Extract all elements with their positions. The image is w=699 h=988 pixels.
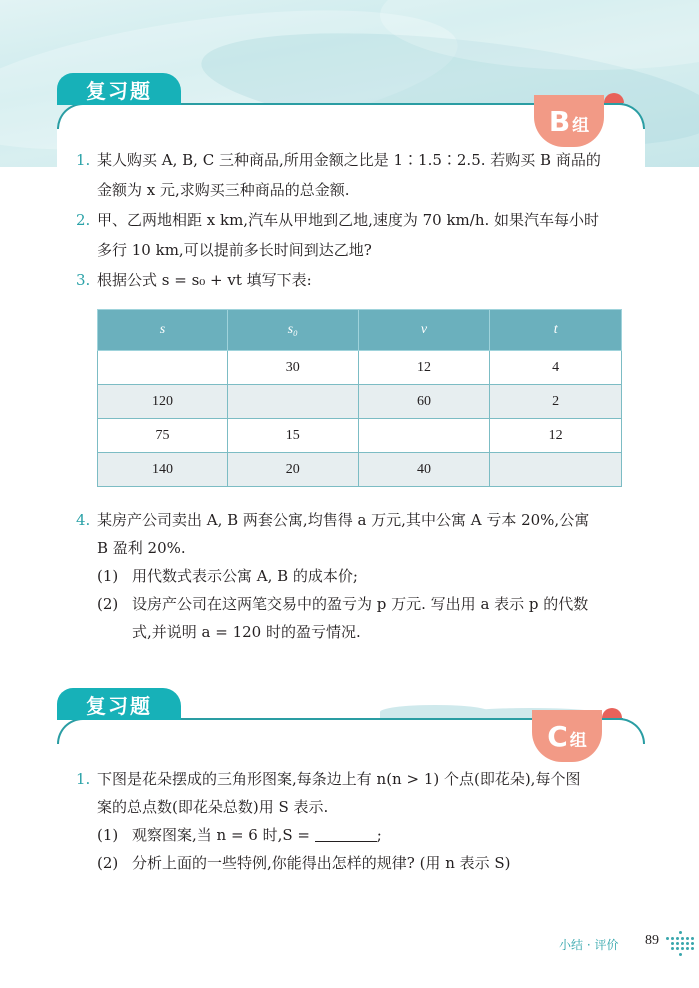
section-c-tab-label: 复习题 [86,693,152,718]
footer-section-label: 小结 · 评价 [559,938,619,952]
question-number: 4. [76,511,91,529]
question-number: 3. [76,271,91,289]
question-text: 金额为 x 元,求购买三种商品的总金额. [97,181,350,199]
group-letter: B [548,104,571,138]
table-cell [490,453,622,487]
group-letter: C [547,719,568,753]
subpart-label: (1) [97,567,119,585]
question-text: 某人购买 A, B, C 三种商品,所用金额之比是 1∶1.5∶2.5. 若购买 B 商品的 [97,151,601,169]
table-cell: 12 [358,351,490,385]
subpart-end: ; [376,826,382,844]
question-number: 2. [76,211,91,229]
table-header-cell: s₀ [227,310,358,351]
section-b-tab-label: 复习题 [86,78,152,103]
table-row [98,453,622,487]
table-cell: 2 [490,385,622,419]
question-number: 1. [76,151,91,169]
subpart-text: 用代数式表示公寓 A, B 的成本价; [132,567,358,585]
table-header-cell: v [358,310,490,351]
table-cell: 60 [358,385,490,419]
table-cell: 20 [227,453,358,487]
question-text: 下图是花朵摆成的三角形图案,每条边上有 n(n > 1) 个点(即花朵),每个图 [97,770,581,788]
group-suffix: 组 [569,730,587,751]
section-c-tab [57,688,181,720]
subpart-label: (2) [97,595,119,613]
question-text: B 盈利 20%. [97,539,186,557]
table-cell [98,351,228,385]
answer-blank[interactable] [315,825,377,842]
table-cell: 12 [490,419,622,453]
question-text: 多行 10 km,可以提前多长时间到达乙地? [97,241,372,259]
table-cell: 140 [98,453,228,487]
table-cell: 4 [490,351,622,385]
question-text: 案的总点数(即花朵总数)用 S 表示. [97,798,329,816]
question-text: 根据公式 s = s₀ + vt 填写下表: [97,271,312,289]
subpart-text [132,822,382,848]
table-row [98,351,622,385]
subpart-text: 式,并说明 a = 120 时的盈亏情况. [132,623,361,641]
subpart-label: (1) [97,826,119,844]
group-suffix: 组 [572,115,590,136]
page-number: 89 [645,933,659,948]
subpart-prompt: 观察图案,当 n = 6 时,S = [132,826,310,844]
subpart-label: (2) [97,854,119,872]
table-header-row [98,310,622,351]
formula-table [97,309,622,487]
table-cell: 40 [358,453,490,487]
table-cell: 120 [98,385,228,419]
subpart-text: 分析上面的一些特例,你能得出怎样的规律? (用 n 表示 S) [132,854,511,872]
table-cell: 75 [98,419,228,453]
dot-grid-icon [666,931,696,957]
table-cell [358,419,490,453]
table-header-cell: t [490,310,622,351]
group-b-badge [534,95,604,147]
question-text: 甲、乙两地相距 x km,汽车从甲地到乙地,速度为 70 km/h. 如果汽车每小时 [97,211,600,229]
table-header-cell: s [98,310,228,351]
table-cell [227,385,358,419]
question-number: 1. [76,770,91,788]
table-row [98,385,622,419]
group-c-badge [532,710,602,762]
subpart-text: 设房产公司在这两笔交易中的盈亏为 p 万元. 写出用 a 表示 p 的代数 [132,595,589,613]
section-b-tab [57,73,181,105]
table-cell: 30 [227,351,358,385]
table-cell: 15 [227,419,358,453]
table-row [98,419,622,453]
question-text: 某房产公司卖出 A, B 两套公寓,均售得 a 万元,其中公寓 A 亏本 20%,公寓 [97,511,590,529]
